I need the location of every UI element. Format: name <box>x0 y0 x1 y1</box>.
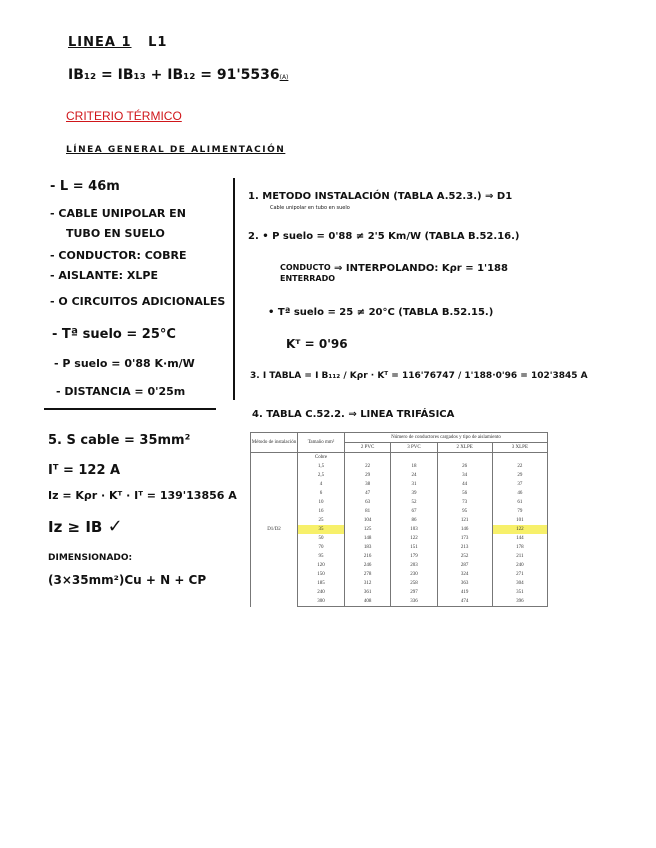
check-mark-icon: ✓ <box>107 516 123 537</box>
left-item: - CONDUCTOR: COBRE <box>50 249 187 262</box>
vertical-divider <box>233 178 235 400</box>
empty-cell <box>345 453 391 463</box>
method-cell: D1/D2 <box>251 453 298 607</box>
criterio-heading: CRITERIO TÉRMICO <box>66 109 182 123</box>
ampacity-cell: 203 <box>391 561 437 570</box>
step-3: 3. I TABLA = I B₁₁₂ / Kρr · Kᵀ = 116'76747 / 1'188·0'96 = 102'3845 A <box>250 371 588 381</box>
header-group: Número de conductores cargados y tipo de aislamiento <box>345 433 548 443</box>
ampacity-cell: 104 <box>345 516 391 525</box>
ampacity-cell: 287 <box>437 561 492 570</box>
line-title-main: LINEA 1 <box>68 35 132 50</box>
ampacity-cell: 151 <box>391 543 437 552</box>
ampacity-cell: 179 <box>391 552 437 561</box>
empty-cell <box>492 453 547 463</box>
size-cell: 10 <box>298 498 345 507</box>
ampacity-cell: 101 <box>492 516 547 525</box>
ampacity-cell: 178 <box>492 543 547 552</box>
size-cell: 240 <box>298 588 345 597</box>
ampacity-cell: 312 <box>345 579 391 588</box>
size-cell: 4 <box>298 480 345 489</box>
ampacity-cell: 297 <box>391 588 437 597</box>
ampacity-cell: 52 <box>391 498 437 507</box>
size-cell: 70 <box>298 543 345 552</box>
size-cell: 300 <box>298 597 345 607</box>
col-header: 3 XLPE <box>492 443 547 453</box>
ampacity-cell: 61 <box>492 498 547 507</box>
ampacity-cell: 79 <box>492 507 547 516</box>
ampacity-cell: 146 <box>437 525 492 534</box>
ampacity-cell: 324 <box>437 570 492 579</box>
left-item: - O CIRCUITOS ADICIONALES <box>50 295 226 308</box>
ampacity-cell: 22 <box>345 462 391 471</box>
col-header: 2 PVC <box>345 443 391 453</box>
ampacity-cell: 252 <box>437 552 492 561</box>
ampacity-cell: 39 <box>391 489 437 498</box>
col-header: 3 PVC <box>391 443 437 453</box>
size-cell: 185 <box>298 579 345 588</box>
step-2: 2. • P suelo = 0'88 ≠ 2'5 Km/W (TABLA B.52.16.) <box>248 231 520 242</box>
ampacity-cell: 144 <box>492 534 547 543</box>
ampacity-cell: 351 <box>492 588 547 597</box>
ampacity-cell: 183 <box>345 543 391 552</box>
size-cell: 6 <box>298 489 345 498</box>
left-item: - P suelo = 0'88 K·m/W <box>54 357 195 370</box>
reference-table <box>250 432 548 607</box>
left-item: - Tª suelo = 25°C <box>52 327 176 342</box>
horizontal-divider <box>44 408 216 410</box>
ampacity-cell: 24 <box>391 471 437 480</box>
dimension-value: (3×35mm²)Cu + N + CP <box>48 573 207 587</box>
size-cell: 150 <box>298 570 345 579</box>
step-2-conduct: CONDUCTO <box>280 263 331 272</box>
ampacity-cell: 122 <box>391 534 437 543</box>
kt-value: Kᵀ = 0'96 <box>286 337 348 351</box>
ampacity-cell: 361 <box>345 588 391 597</box>
ampacity-cell: 408 <box>345 597 391 607</box>
header-size: Tamaño mm² <box>298 433 345 453</box>
ampacity-cell: 44 <box>437 480 492 489</box>
size-cell: 25 <box>298 516 345 525</box>
ampacity-cell: 304 <box>492 579 547 588</box>
step-1-note: Cable unipolar en tubo en suelo <box>270 205 350 211</box>
iz-value: Iz = Kρr · Kᵀ · Iᵀ = 139'13856 A <box>48 489 237 502</box>
ampacity-cell: 211 <box>492 552 547 561</box>
ampacity-cell: 363 <box>437 579 492 588</box>
ampacity-cell: 125 <box>345 525 391 534</box>
ampacity-cell: 213 <box>437 543 492 552</box>
line-title-label: L1 <box>148 35 168 50</box>
table-row <box>251 453 548 463</box>
ampacity-cell: 173 <box>437 534 492 543</box>
ampacity-cell: 63 <box>345 498 391 507</box>
size-cell: 1,5 <box>298 462 345 471</box>
size-cell: 95 <box>298 552 345 561</box>
empty-cell <box>437 453 492 463</box>
ampacity-cell: 29 <box>345 471 391 480</box>
ampacity-cell: 29 <box>492 471 547 480</box>
empty-cell <box>391 453 437 463</box>
ampacity-cell: 419 <box>437 588 492 597</box>
ampacity-cell: 37 <box>492 480 547 489</box>
left-item: - AISLANTE: XLPE <box>50 269 158 282</box>
ampacity-cell: 26 <box>437 462 492 471</box>
ampacity-cell: 47 <box>345 489 391 498</box>
ampacity-cell: 86 <box>391 516 437 525</box>
ampacity-cell: 34 <box>437 471 492 480</box>
ampacity-cell: 81 <box>345 507 391 516</box>
ampacity-cell: 271 <box>492 570 547 579</box>
it-value: Iᵀ = 122 A <box>48 463 121 478</box>
ampacity-cell: 38 <box>345 480 391 489</box>
ampacity-cell: 336 <box>391 597 437 607</box>
ampacity-cell: 240 <box>492 561 547 570</box>
ampacity-cell: 230 <box>391 570 437 579</box>
size-cell: 16 <box>298 507 345 516</box>
inequality: Iz ≥ IB ✓ <box>48 516 123 537</box>
left-item: - DISTANCIA = 0'25m <box>56 385 186 398</box>
left-item: - L = 46m <box>50 179 120 194</box>
ampacity-cell: 258 <box>391 579 437 588</box>
ampacity-cell: 122 <box>492 525 547 534</box>
ampacity-cell: 246 <box>345 561 391 570</box>
step-4: 4. TABLA C.52.2. ⇒ LINEA TRIFÁSICA <box>252 409 455 420</box>
ampacity-cell: 67 <box>391 507 437 516</box>
left-item: TUBO EN SUELO <box>66 227 165 240</box>
ampacity-cell: 18 <box>391 462 437 471</box>
col-header: 2 XLPE <box>437 443 492 453</box>
header-method: Método de instalación <box>251 433 298 453</box>
ampacity-cell: 22 <box>492 462 547 471</box>
size-cell: 35 <box>298 525 345 534</box>
size-cell: 50 <box>298 534 345 543</box>
ampacity-cell: 148 <box>345 534 391 543</box>
ampacity-cell: 56 <box>437 489 492 498</box>
ampacity-cell: 46 <box>492 489 547 498</box>
ampacity-cell: 95 <box>437 507 492 516</box>
ampacity-cell: 31 <box>391 480 437 489</box>
ampacity-cell: 396 <box>492 597 547 607</box>
section-heading: LÍNEA GENERAL DE ALIMENTACIÓN <box>66 145 286 155</box>
size-cell: 120 <box>298 561 345 570</box>
ampacity-cell: 121 <box>437 516 492 525</box>
step-1: 1. METODO INSTALACIÓN (TABLA A.52.3.) ⇒ D1 <box>248 191 513 202</box>
material-cell: Cobre <box>298 453 345 463</box>
step-2-interp: ⇒ INTERPOLANDO: Kρr = 1'188 <box>334 263 508 274</box>
design-current-formula: IB₁₂ = IB₁₃ + IB₁₂ = 91'5536(A) <box>68 67 289 83</box>
dimension-label: DIMENSIONADO: <box>48 553 133 563</box>
left-item: - CABLE UNIPOLAR EN <box>50 207 186 220</box>
ampacity-cell: 103 <box>391 525 437 534</box>
ampacity-cell: 73 <box>437 498 492 507</box>
size-cell: 2,5 <box>298 471 345 480</box>
ampacity-cell: 474 <box>437 597 492 607</box>
step-2-buried: ENTERRADO <box>280 274 336 283</box>
step-5: 5. S cable = 35mm² <box>48 433 191 448</box>
step-2b: • Tª suelo = 25 ≠ 20°C (TABLA B.52.15.) <box>268 307 494 318</box>
ampacity-cell: 216 <box>345 552 391 561</box>
line-title <box>68 36 167 49</box>
ampacity-cell: 278 <box>345 570 391 579</box>
